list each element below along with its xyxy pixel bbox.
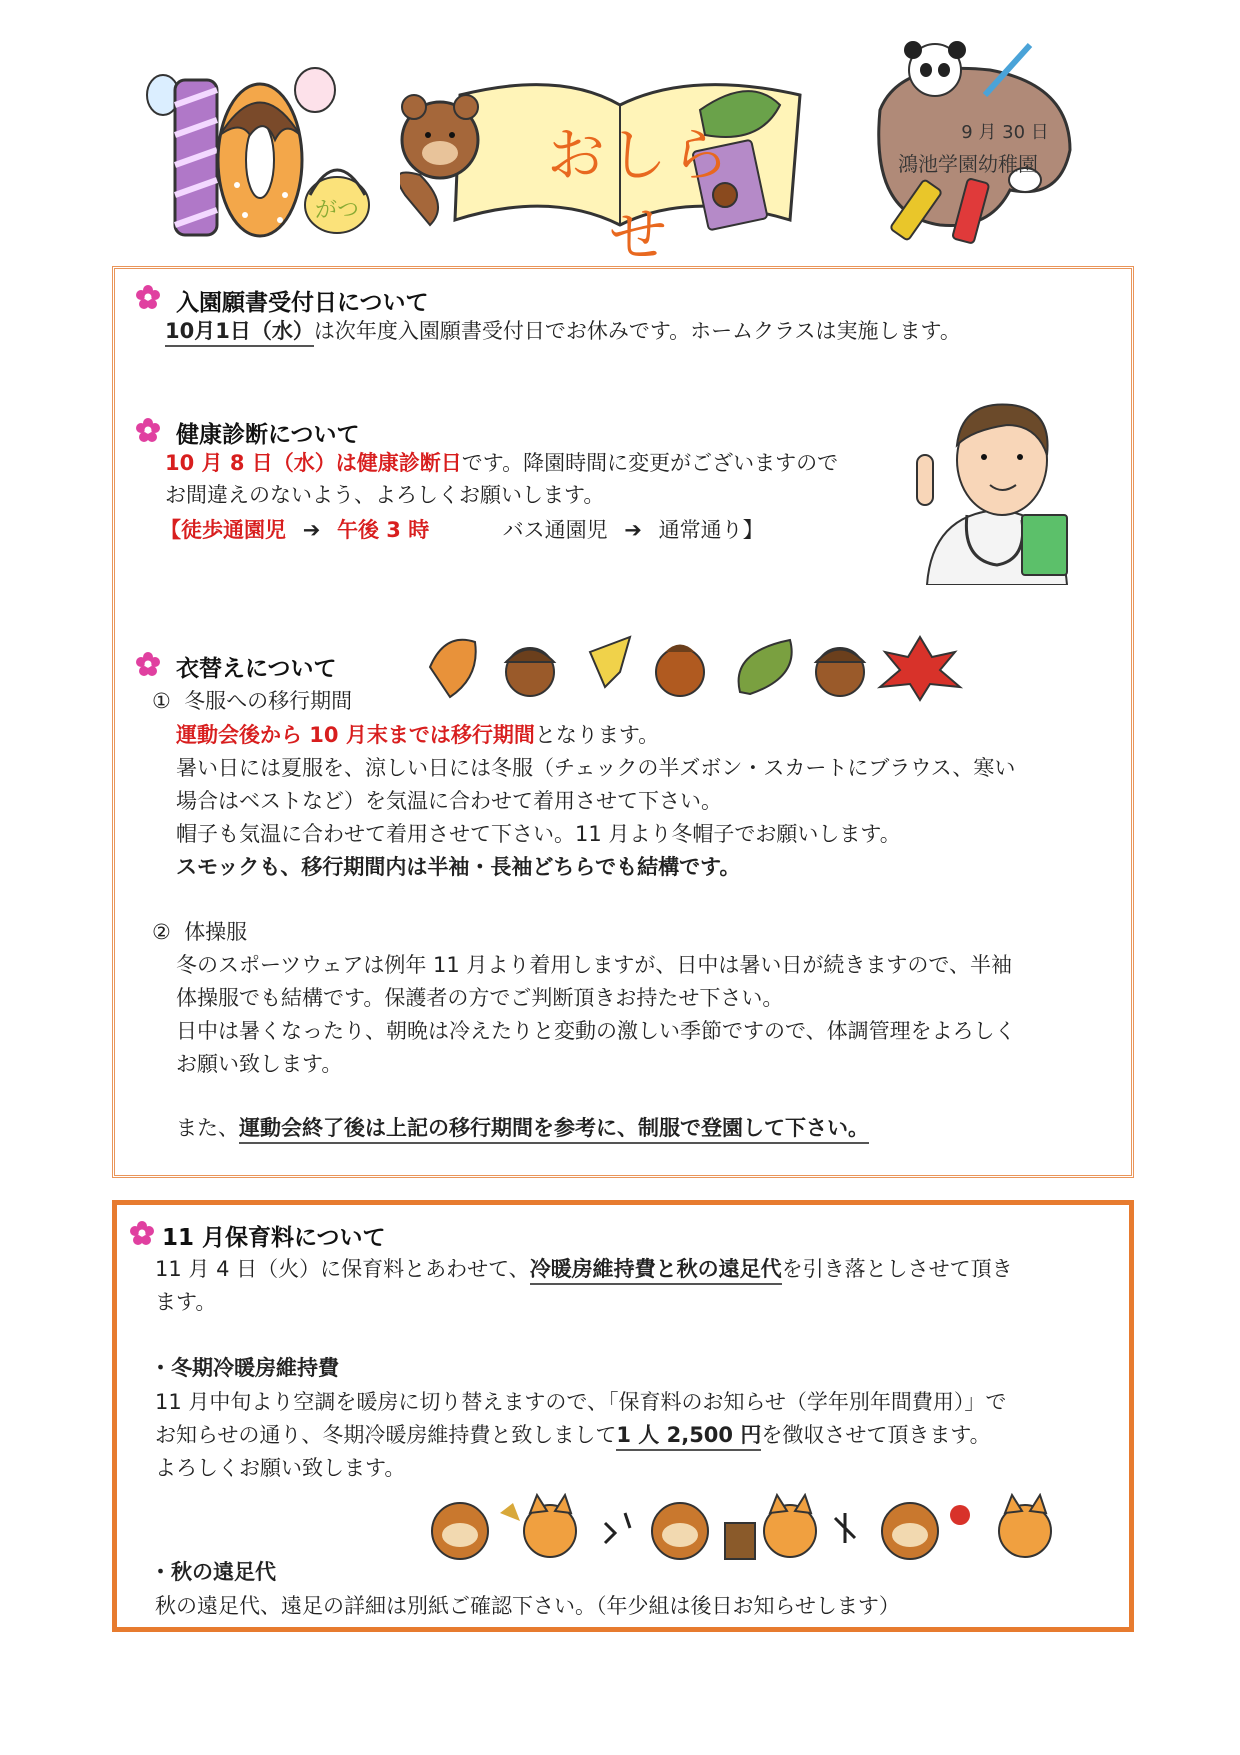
clothing-reminder	[176, 1113, 869, 1143]
excursion-line: 秋の遠足代、遠足の詳細は別紙ご確認下さい。（年少組は後日お知らせします）	[155, 1594, 900, 1618]
clothing-q3: 日中は暑くなったり、朝晩は冷えたりと変動の激しい季節ですので、体調管理をよろしく	[176, 1019, 1016, 1043]
bus-time: 通常通り】	[658, 518, 764, 542]
checkup-line-2: お間違えのないよう、よろしくお願いします。	[165, 483, 605, 507]
flower-icon	[136, 285, 160, 309]
flower-icon	[136, 418, 160, 442]
page-title: おしらせ	[546, 121, 733, 269]
header	[0, 0, 1240, 269]
school-name: 鴻池学園幼稚園	[898, 152, 1038, 176]
fees-items: 冷暖房維持費と秋の遠足代	[530, 1257, 782, 1285]
transition-period: 運動会後から 10 月末までは移行期間	[176, 723, 535, 747]
heating-line-3: よろしくお願い致します。	[155, 1456, 406, 1480]
checkup-line-1	[165, 448, 838, 478]
section-heading-fees: 11 月保育料について	[162, 1225, 386, 1251]
application-date: 10月1日（水）	[165, 319, 314, 347]
bracket-open: 【	[160, 518, 181, 542]
clothing-sub1-title	[152, 686, 352, 716]
clothing-p1-rest: となります。	[534, 723, 660, 747]
heating-line-2-a: お知らせの通り、冬期冷暖房維持費と致しまして	[155, 1423, 617, 1447]
heating-line-2	[155, 1420, 991, 1450]
raccoon-fox-illustration	[425, 1493, 1095, 1569]
date-label: 9 月 30 日	[961, 122, 1049, 143]
clothing-q2: 体操服でも結構です。保護者の方でご判断頂きお持たせ下さい。	[176, 986, 784, 1010]
section-heading-checkup: 健康診断について	[176, 422, 360, 448]
sub1-title: 冬服への移行期間	[184, 689, 353, 713]
clothing-p5: スモックも、移行期間内は半袖・長袖どちらでも結構です。	[176, 855, 741, 879]
fees-line-1	[155, 1254, 1013, 1284]
fees-sub-heating: ・冬期冷暖房維持費	[150, 1356, 339, 1380]
sub2-number: ②	[152, 920, 171, 944]
reminder-bold: 運動会終了後は上記の移行期間を参考に、制服で登園して下さい。	[239, 1116, 869, 1144]
flower-icon	[130, 1221, 154, 1245]
reminder-prefix: また、	[176, 1116, 239, 1140]
checkup-times	[160, 515, 764, 545]
application-body: は次年度入園願書受付日でお休みです。ホームクラスは実施します。	[313, 319, 961, 343]
clothing-p3: 場合はベストなど）を気温に合わせて着用させて下さい。	[176, 789, 722, 813]
clothing-q1: 冬のスポーツウェアは例年 11 月より着用しますが、日中は暑い日が続きますので、半袖	[176, 953, 1012, 977]
sub1-number: ①	[152, 689, 171, 713]
section-heading-application: 入園願書受付日について	[176, 290, 429, 316]
bus-label: バス通園児	[502, 518, 608, 542]
fees-sub-excursion: ・秋の遠足代	[150, 1560, 276, 1584]
walk-time: 午後 3 時	[336, 518, 430, 542]
clothing-sub2-title	[152, 917, 247, 947]
application-text	[165, 316, 961, 346]
heating-line-2-b: を徴収させて頂きます。	[761, 1423, 991, 1447]
section-heading-clothing: 衣替えについて	[176, 656, 337, 682]
sub2-title: 体操服	[184, 920, 248, 944]
walk-label: 徒歩通園児	[181, 518, 286, 542]
heating-line-1: 11 月中旬より空調を暖房に切り替えますので、「保育料のお知らせ（学年別年間費用）」で	[155, 1390, 1007, 1414]
clothing-q4: お願い致します。	[176, 1052, 343, 1076]
checkup-date: 10 月 8 日（水）は健康診断日	[165, 451, 462, 475]
arrow-icon: ➔	[624, 518, 642, 542]
palette-panda-illustration	[860, 40, 1090, 250]
month-suffix: がつ	[314, 198, 360, 223]
autumn-leaves-illustration	[420, 632, 980, 702]
checkup-line-1-rest: です。降園時間に変更がございますので	[461, 451, 839, 475]
clothing-p1	[176, 720, 659, 750]
fees-line-2: ます。	[155, 1290, 217, 1314]
arrow-icon: ➔	[302, 518, 321, 542]
clothing-p2: 暑い日には夏服を、涼しい日には冬服（チェックの半ズボン・スカートにブラウス、寒い	[176, 756, 1016, 780]
fees-line-1-b: を引き落としさせて頂き	[781, 1257, 1013, 1281]
fees-line-1-a: 11 月 4 日（火）に保育料とあわせて、	[155, 1257, 530, 1281]
flower-icon	[136, 652, 160, 676]
doctor-illustration	[912, 395, 1082, 585]
heating-amount: 1 人 2,500 円	[616, 1423, 761, 1451]
october-ten-illustration	[145, 65, 375, 245]
clothing-p4: 帽子も気温に合わせて着用させて下さい。11 月より冬帽子でお願いします。	[176, 822, 901, 846]
